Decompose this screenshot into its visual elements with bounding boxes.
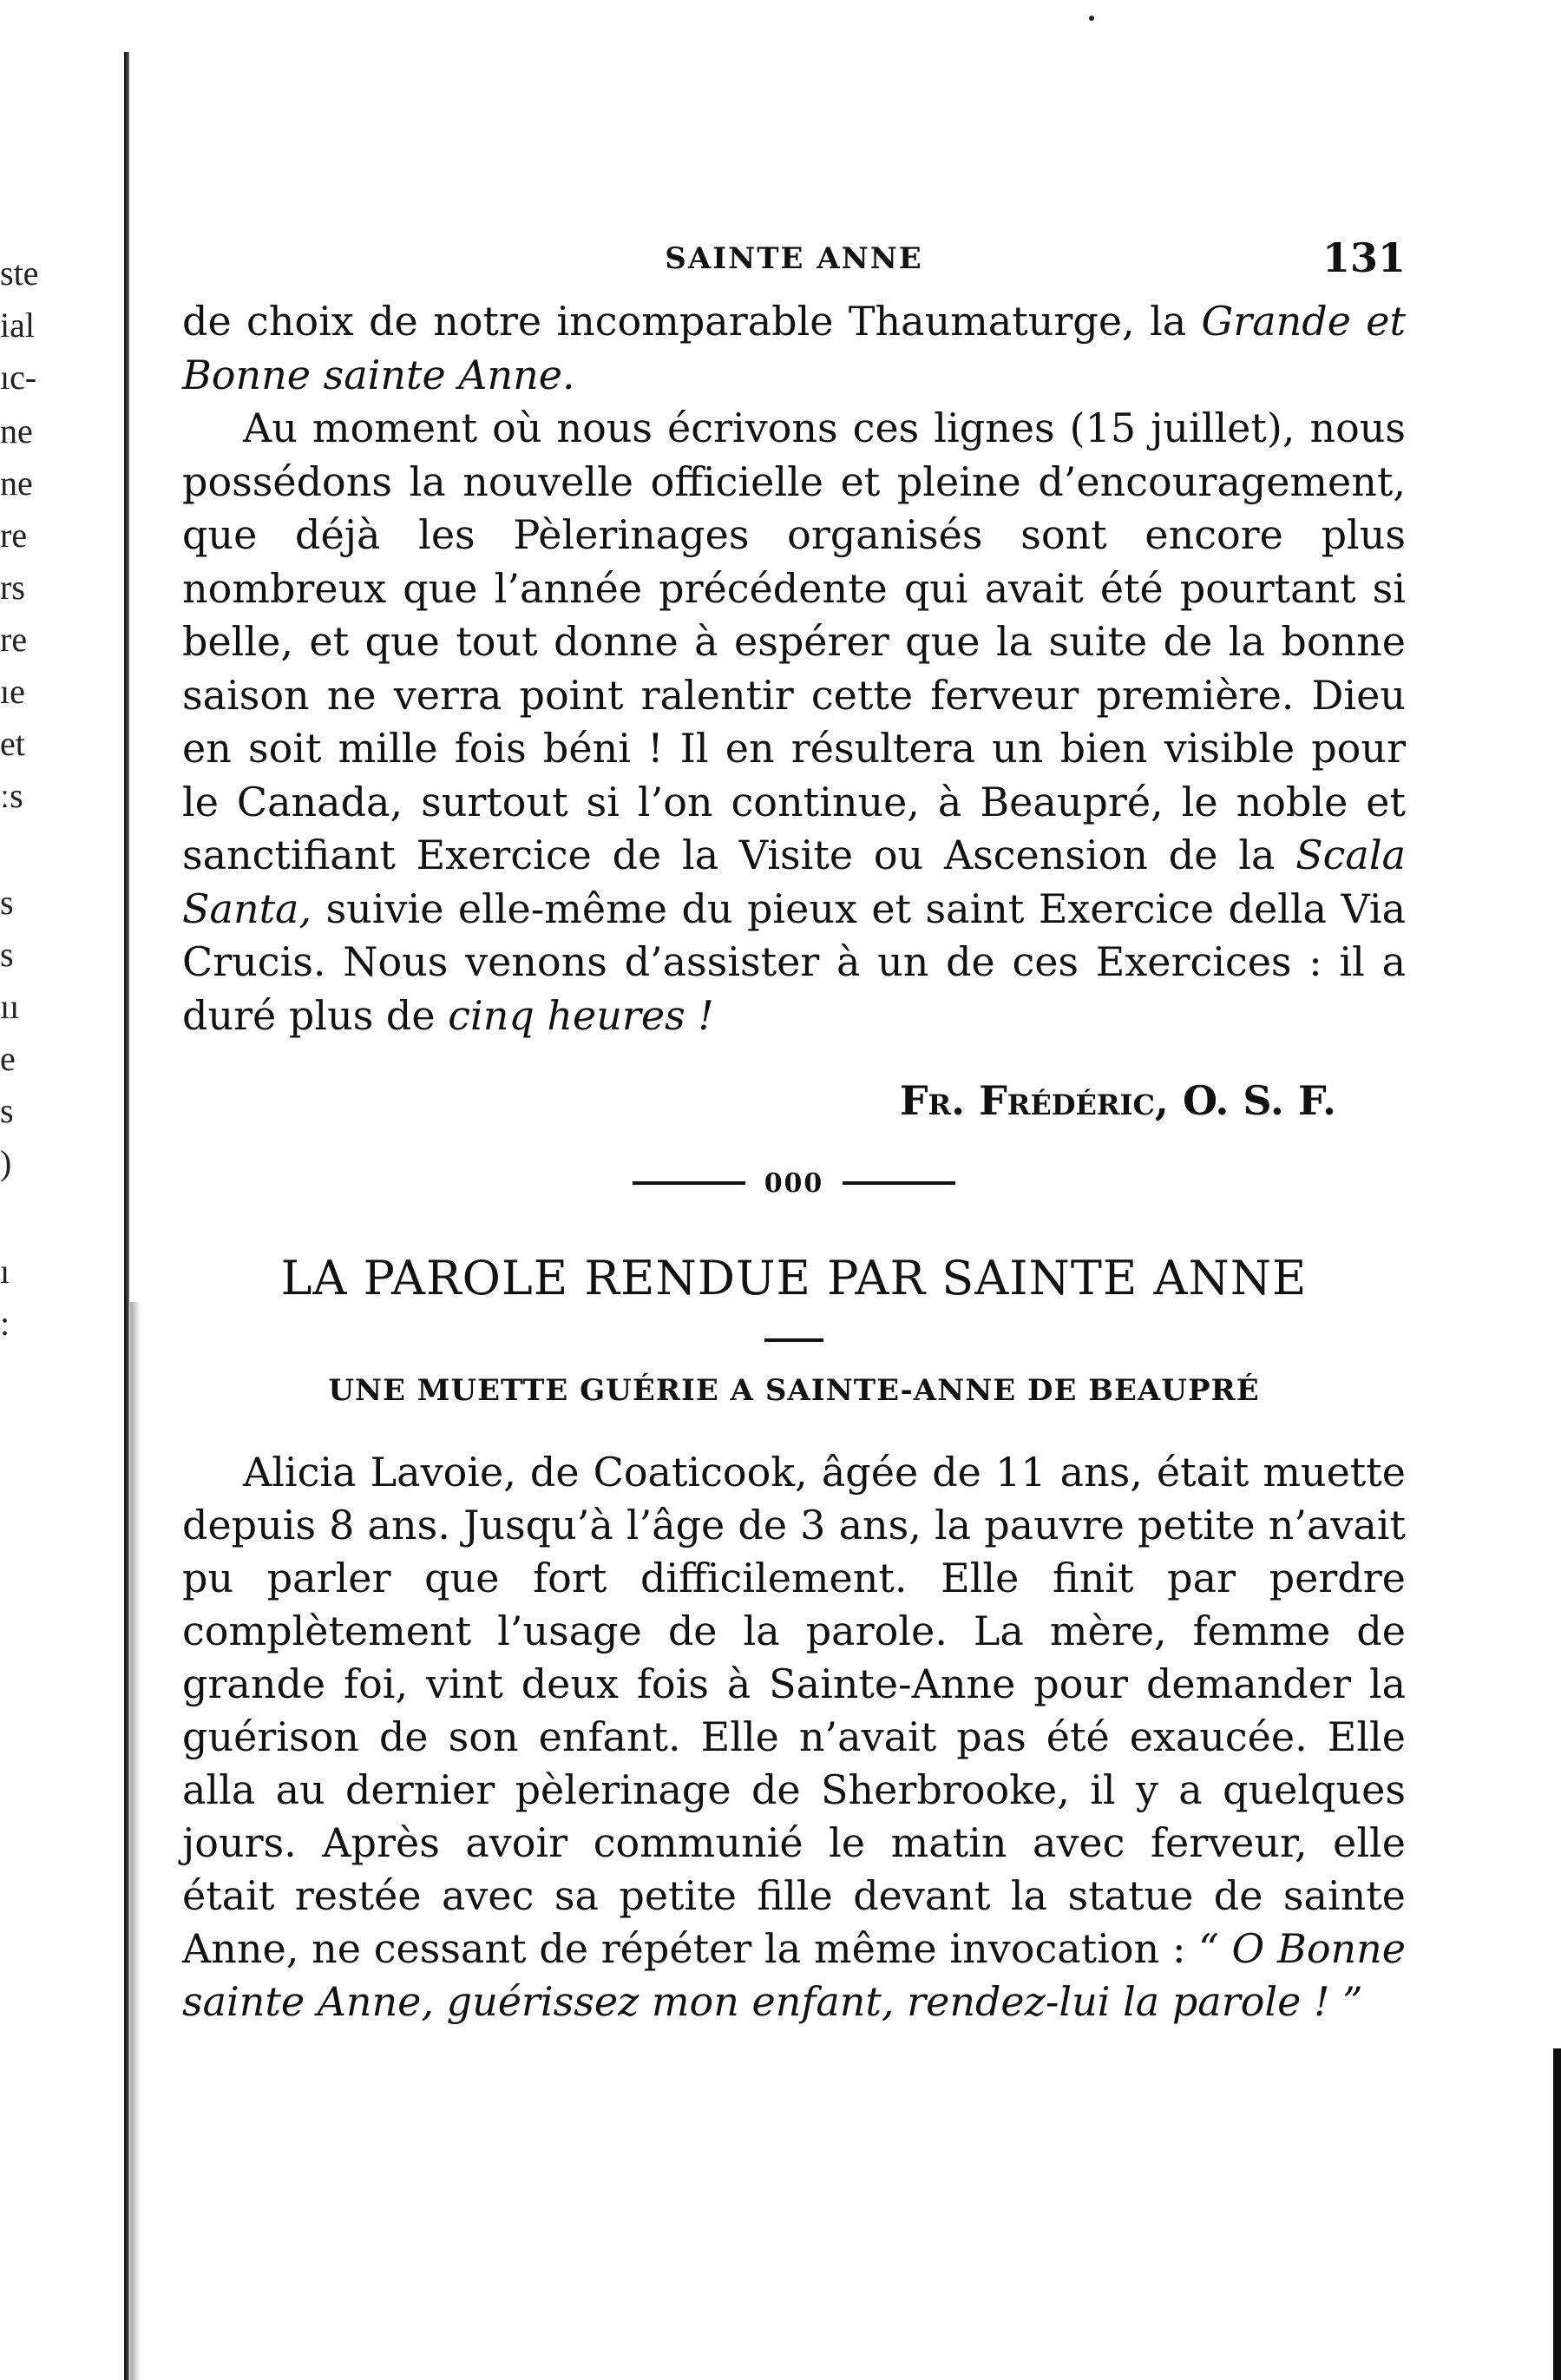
gutter-fragment: ) bbox=[0, 1143, 12, 1182]
gutter-fragment: e bbox=[0, 1039, 16, 1078]
gutter-fragment: s bbox=[0, 883, 14, 922]
gutter-fragment: ːs bbox=[0, 776, 23, 815]
separator-ornament: 000 bbox=[764, 1167, 824, 1199]
continuation-italic: Grande et Bonne sainte Anne. bbox=[182, 298, 1406, 398]
invocation-quote: “ O Bonne sainte Anne, guérissez mon enfant, rendez-lui la parole ! ” bbox=[182, 1925, 1406, 2025]
story-text: Alicia Lavoie, de Coaticook, âgée de 11 ans, était muette depuis 8 ans. Jusqu’à l’âge de 3 ans, la pauvre petite n’avait pu parler que fort difficilement. Elle finit par perdre complètement l’usage de la parole. La mère, femme de grande foi, vint deux fois à Sainte-Anne pour demander la guérison de son enfant. Elle n’avait pas été exaucée. Elle alla au dernier pèlerinage de Sherbrooke, il y a quelques jours. Après avoir communié le matin avec ferveur, elle était restée avec sa petite fille devant la statue de sainte Anne, ne cessant de répéter la même invocation : bbox=[182, 1449, 1406, 1972]
continuation-paragraph bbox=[182, 295, 1406, 402]
section-title: LA PAROLE RENDUE PAR SAINTE ANNE bbox=[280, 1251, 1308, 1305]
separator-rule-left bbox=[633, 1181, 745, 1185]
separator-rule-right bbox=[843, 1181, 955, 1185]
gutter-fragment: ıe bbox=[0, 672, 25, 711]
page-number: 131 bbox=[1322, 234, 1406, 281]
gutter-fragment: ste bbox=[0, 253, 39, 293]
gutter-fragment: ıı bbox=[0, 987, 20, 1026]
gutter-fragment: rs bbox=[0, 568, 25, 607]
paragraph-text: Au moment où nous écrivons ces lignes (15 juillet), nous possédons la nouvelle officielle et pleine d’encouragement, que déjà les Pèlerinages organisés sont encore plus nombreux que l’année précédente qui avait été pourtant si belle, et que tout donne à espérer que la suite de la bonne saison ne verra point ralentir cette ferveur première. Dieu en soit mille fois béni ! Il en résultera un bien visible pour le Canada, surtout si l’on continue, à Beaupré, le noble et sanctifiant Exercice de la Visite ou Ascension de la bbox=[182, 404, 1406, 878]
page bbox=[182, 234, 1406, 2028]
gutter bbox=[0, 0, 130, 2380]
section-subtitle: UNE MUETTE GUÉRIE A SAINTE-ANNE DE BEAUPRÉ bbox=[328, 1373, 1260, 1408]
signature: Fr. Frédéric, O. S. F. bbox=[899, 1077, 1336, 1124]
binding-edge bbox=[124, 52, 129, 2380]
gutter-fragment: : bbox=[0, 1304, 10, 1343]
gutter-fragment: s bbox=[0, 935, 14, 974]
binding-shadow bbox=[130, 1302, 141, 2380]
gutter-fragment: s bbox=[0, 1091, 14, 1130]
scala-santa-italic: Scala Santa, bbox=[182, 832, 1406, 932]
title-rule bbox=[764, 1338, 823, 1342]
continuation-line: de choix de notre incomparable Thaumaturge, la bbox=[182, 298, 1187, 345]
paragraph-text-middle: suivie elle-même du pieux et saint Exercice della Via Crucis. Nous venons d’assister à un de ces Exercices : il a duré plus de bbox=[182, 884, 1407, 1039]
gutter-fragment: re bbox=[0, 516, 28, 555]
cinq-heures-italic: cinq heures ! bbox=[448, 991, 714, 1039]
gutter-fragment: re bbox=[0, 620, 28, 659]
continuation-text bbox=[182, 295, 1406, 1042]
story bbox=[182, 1446, 1406, 2028]
page-edge-mark bbox=[1553, 2048, 1561, 2380]
gutter-fragment: ne bbox=[0, 464, 33, 503]
ink-speck bbox=[1089, 16, 1094, 21]
paragraph-pilgrimages bbox=[182, 402, 1406, 1042]
gutter-fragment: et bbox=[0, 724, 25, 763]
story-paragraph bbox=[182, 1446, 1406, 2028]
gutter-fragment: ial bbox=[0, 306, 35, 345]
gutter-fragment: ne bbox=[0, 411, 33, 450]
gutter-fragment: ı bbox=[0, 1252, 10, 1291]
running-head bbox=[182, 234, 1406, 295]
gutter-fragment: ıc- bbox=[0, 358, 37, 397]
separator bbox=[182, 1166, 1406, 1200]
running-title: SAINTE ANNE bbox=[665, 241, 923, 276]
